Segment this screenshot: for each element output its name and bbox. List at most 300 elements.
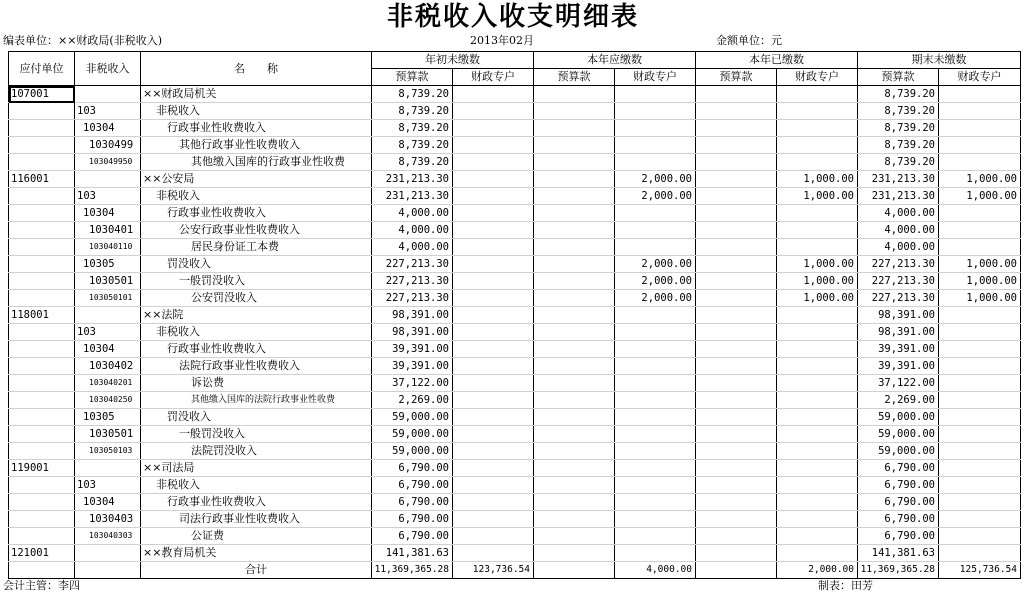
amount-cell[interactable] (939, 120, 1021, 137)
amount-cell[interactable] (534, 477, 615, 494)
amount-cell[interactable] (939, 375, 1021, 392)
item-name-cell[interactable]: ××公安局 (141, 171, 372, 188)
payer-code-cell[interactable] (9, 222, 75, 239)
amount-cell[interactable]: 59,000.00 (372, 443, 453, 460)
item-name-cell[interactable]: 公安罚没收入 (141, 290, 372, 307)
amount-cell[interactable] (696, 307, 777, 324)
amount-cell[interactable] (777, 307, 858, 324)
amount-cell[interactable] (939, 477, 1021, 494)
amount-cell[interactable] (615, 460, 696, 477)
amount-cell[interactable] (615, 494, 696, 511)
income-code-cell[interactable]: 1030402 (75, 358, 141, 375)
payer-code-cell[interactable] (9, 273, 75, 290)
amount-cell[interactable] (534, 222, 615, 239)
income-code-cell[interactable]: 103040303 (75, 528, 141, 545)
amount-cell[interactable] (777, 477, 858, 494)
amount-cell[interactable] (534, 375, 615, 392)
amount-cell[interactable] (453, 137, 534, 154)
payer-code-cell[interactable] (9, 392, 75, 409)
amount-cell[interactable]: 8,739.20 (858, 86, 939, 103)
amount-cell[interactable] (615, 307, 696, 324)
amount-cell[interactable]: 1,000.00 (939, 273, 1021, 290)
amount-cell[interactable] (453, 392, 534, 409)
income-code-cell[interactable]: 1030401 (75, 222, 141, 239)
amount-cell[interactable]: 1,000.00 (777, 256, 858, 273)
amount-cell[interactable]: 227,213.30 (858, 273, 939, 290)
amount-cell[interactable]: 39,391.00 (858, 341, 939, 358)
amount-cell[interactable] (696, 137, 777, 154)
amount-cell[interactable]: 98,391.00 (372, 307, 453, 324)
amount-cell[interactable] (534, 494, 615, 511)
amount-cell[interactable]: 2,000.00 (615, 273, 696, 290)
amount-cell[interactable]: 8,739.20 (858, 103, 939, 120)
income-code-cell[interactable]: 10305 (75, 409, 141, 426)
amount-cell[interactable] (777, 545, 858, 562)
amount-cell[interactable]: 4,000.00 (372, 205, 453, 222)
amount-cell[interactable]: 37,122.00 (372, 375, 453, 392)
total-label[interactable]: 合计 (141, 562, 372, 579)
income-code-cell[interactable]: 103 (75, 188, 141, 205)
amount-cell[interactable] (534, 290, 615, 307)
total-cell[interactable]: 4,000.00 (615, 562, 696, 579)
amount-cell[interactable] (939, 443, 1021, 460)
payer-code-cell[interactable] (9, 426, 75, 443)
amount-cell[interactable] (696, 341, 777, 358)
payer-code-cell[interactable] (9, 511, 75, 528)
item-name-cell[interactable]: 罚没收入 (141, 256, 372, 273)
payer-code-cell[interactable] (9, 341, 75, 358)
item-name-cell[interactable]: 其他缴入国库的法院行政事业性收费 (141, 392, 372, 409)
amount-cell[interactable] (615, 341, 696, 358)
amount-cell[interactable] (939, 494, 1021, 511)
amount-cell[interactable] (777, 324, 858, 341)
total-cell[interactable]: 2,000.00 (777, 562, 858, 579)
amount-cell[interactable]: 1,000.00 (939, 256, 1021, 273)
amount-cell[interactable]: 98,391.00 (858, 307, 939, 324)
amount-cell[interactable] (696, 511, 777, 528)
income-code-cell[interactable]: 10304 (75, 120, 141, 137)
amount-cell[interactable] (453, 290, 534, 307)
amount-cell[interactable] (453, 528, 534, 545)
item-name-cell[interactable]: 非税收入 (141, 324, 372, 341)
amount-cell[interactable] (696, 494, 777, 511)
income-code-cell[interactable] (75, 545, 141, 562)
amount-cell[interactable] (534, 171, 615, 188)
amount-cell[interactable]: 8,739.20 (858, 137, 939, 154)
amount-cell[interactable]: 2,000.00 (615, 188, 696, 205)
income-code-cell[interactable]: 10304 (75, 494, 141, 511)
total-cell[interactable] (534, 562, 615, 579)
amount-cell[interactable] (777, 222, 858, 239)
amount-cell[interactable] (696, 86, 777, 103)
amount-cell[interactable] (453, 341, 534, 358)
amount-cell[interactable]: 39,391.00 (372, 341, 453, 358)
amount-cell[interactable]: 6,790.00 (372, 528, 453, 545)
amount-cell[interactable] (696, 409, 777, 426)
amount-cell[interactable] (696, 528, 777, 545)
amount-cell[interactable]: 1,000.00 (939, 290, 1021, 307)
amount-cell[interactable] (696, 222, 777, 239)
amount-cell[interactable] (777, 341, 858, 358)
amount-cell[interactable] (615, 477, 696, 494)
amount-cell[interactable] (777, 528, 858, 545)
amount-cell[interactable] (615, 358, 696, 375)
amount-cell[interactable] (939, 545, 1021, 562)
amount-cell[interactable] (453, 545, 534, 562)
amount-cell[interactable]: 98,391.00 (372, 324, 453, 341)
income-code-cell[interactable]: 103050103 (75, 443, 141, 460)
item-name-cell[interactable]: 行政事业性收费收入 (141, 341, 372, 358)
item-name-cell[interactable]: 非税收入 (141, 188, 372, 205)
amount-cell[interactable]: 4,000.00 (372, 239, 453, 256)
amount-cell[interactable] (615, 528, 696, 545)
payer-code-cell[interactable] (9, 409, 75, 426)
amount-cell[interactable] (777, 103, 858, 120)
amount-cell[interactable]: 227,213.30 (372, 273, 453, 290)
amount-cell[interactable] (777, 460, 858, 477)
amount-cell[interactable] (453, 205, 534, 222)
payer-code-cell[interactable] (9, 120, 75, 137)
amount-cell[interactable]: 6,790.00 (858, 528, 939, 545)
income-code-cell[interactable]: 103 (75, 324, 141, 341)
income-code-cell[interactable]: 103040110 (75, 239, 141, 256)
amount-cell[interactable] (615, 120, 696, 137)
income-code-cell[interactable]: 10304 (75, 205, 141, 222)
amount-cell[interactable]: 141,381.63 (858, 545, 939, 562)
amount-cell[interactable] (615, 409, 696, 426)
amount-cell[interactable]: 2,269.00 (372, 392, 453, 409)
item-name-cell[interactable]: ××教育局机关 (141, 545, 372, 562)
amount-cell[interactable] (453, 239, 534, 256)
amount-cell[interactable] (696, 290, 777, 307)
amount-cell[interactable] (534, 511, 615, 528)
amount-cell[interactable] (453, 256, 534, 273)
amount-cell[interactable] (939, 528, 1021, 545)
payer-code-cell[interactable] (9, 528, 75, 545)
amount-cell[interactable] (534, 273, 615, 290)
amount-cell[interactable] (777, 239, 858, 256)
amount-cell[interactable] (696, 358, 777, 375)
amount-cell[interactable]: 2,269.00 (858, 392, 939, 409)
amount-cell[interactable]: 227,213.30 (858, 290, 939, 307)
amount-cell[interactable] (777, 358, 858, 375)
amount-cell[interactable] (939, 307, 1021, 324)
payer-code-cell[interactable] (9, 290, 75, 307)
amount-cell[interactable] (777, 205, 858, 222)
amount-cell[interactable] (696, 273, 777, 290)
amount-cell[interactable]: 231,213.30 (372, 188, 453, 205)
amount-cell[interactable] (453, 426, 534, 443)
amount-cell[interactable] (777, 511, 858, 528)
amount-cell[interactable] (696, 392, 777, 409)
amount-cell[interactable] (696, 171, 777, 188)
amount-cell[interactable]: 4,000.00 (858, 239, 939, 256)
amount-cell[interactable] (615, 392, 696, 409)
amount-cell[interactable] (615, 222, 696, 239)
amount-cell[interactable] (534, 358, 615, 375)
amount-cell[interactable] (615, 324, 696, 341)
amount-cell[interactable] (534, 443, 615, 460)
amount-cell[interactable] (615, 426, 696, 443)
amount-cell[interactable]: 8,739.20 (372, 137, 453, 154)
amount-cell[interactable]: 1,000.00 (777, 188, 858, 205)
amount-cell[interactable]: 39,391.00 (858, 358, 939, 375)
amount-cell[interactable] (696, 205, 777, 222)
item-name-cell[interactable]: 司法行政事业性收费收入 (141, 511, 372, 528)
income-code-cell[interactable] (75, 460, 141, 477)
amount-cell[interactable]: 1,000.00 (939, 171, 1021, 188)
payer-code-cell[interactable] (9, 443, 75, 460)
amount-cell[interactable] (939, 460, 1021, 477)
amount-cell[interactable] (777, 375, 858, 392)
amount-cell[interactable]: 4,000.00 (858, 205, 939, 222)
amount-cell[interactable]: 1,000.00 (777, 273, 858, 290)
amount-cell[interactable]: 8,739.20 (372, 103, 453, 120)
amount-cell[interactable] (696, 426, 777, 443)
amount-cell[interactable] (696, 477, 777, 494)
income-code-cell[interactable]: 10304 (75, 341, 141, 358)
amount-cell[interactable] (696, 120, 777, 137)
income-code-cell[interactable] (75, 307, 141, 324)
amount-cell[interactable] (615, 205, 696, 222)
amount-cell[interactable]: 8,739.20 (372, 86, 453, 103)
item-name-cell[interactable]: ××司法局 (141, 460, 372, 477)
amount-cell[interactable]: 6,790.00 (858, 460, 939, 477)
income-code-cell[interactable]: 103040201 (75, 375, 141, 392)
item-name-cell[interactable]: ××法院 (141, 307, 372, 324)
amount-cell[interactable]: 4,000.00 (858, 222, 939, 239)
amount-cell[interactable]: 59,000.00 (858, 443, 939, 460)
total-cell[interactable]: 11,369,365.28 (372, 562, 453, 579)
income-code-cell[interactable]: 103049950 (75, 154, 141, 171)
amount-cell[interactable] (453, 103, 534, 120)
income-code-cell[interactable]: 103050101 (75, 290, 141, 307)
amount-cell[interactable]: 39,391.00 (372, 358, 453, 375)
amount-cell[interactable]: 231,213.30 (858, 188, 939, 205)
amount-cell[interactable]: 6,790.00 (858, 494, 939, 511)
amount-cell[interactable]: 8,739.20 (858, 154, 939, 171)
amount-cell[interactable] (615, 137, 696, 154)
amount-cell[interactable]: 59,000.00 (372, 426, 453, 443)
amount-cell[interactable] (453, 409, 534, 426)
amount-cell[interactable] (534, 154, 615, 171)
amount-cell[interactable] (453, 494, 534, 511)
payer-code-cell[interactable] (9, 358, 75, 375)
payer-code-cell[interactable]: 119001 (9, 460, 75, 477)
amount-cell[interactable]: 1,000.00 (939, 188, 1021, 205)
item-name-cell[interactable]: ××财政局机关 (141, 86, 372, 103)
payer-code-cell[interactable] (9, 137, 75, 154)
income-code-cell[interactable]: 1030403 (75, 511, 141, 528)
amount-cell[interactable]: 231,213.30 (372, 171, 453, 188)
amount-cell[interactable]: 227,213.30 (372, 256, 453, 273)
payer-code-cell[interactable]: 116001 (9, 171, 75, 188)
item-name-cell[interactable]: 其他缴入国库的行政事业性收费 (141, 154, 372, 171)
item-name-cell[interactable]: 非税收入 (141, 477, 372, 494)
item-name-cell[interactable]: 行政事业性收费收入 (141, 120, 372, 137)
amount-cell[interactable] (453, 460, 534, 477)
amount-cell[interactable] (534, 426, 615, 443)
amount-cell[interactable]: 6,790.00 (372, 460, 453, 477)
amount-cell[interactable] (615, 511, 696, 528)
amount-cell[interactable]: 59,000.00 (372, 409, 453, 426)
amount-cell[interactable]: 231,213.30 (858, 171, 939, 188)
income-code-cell[interactable]: 103 (75, 103, 141, 120)
amount-cell[interactable] (615, 545, 696, 562)
item-name-cell[interactable]: 法院行政事业性收费收入 (141, 358, 372, 375)
amount-cell[interactable]: 8,739.20 (372, 154, 453, 171)
amount-cell[interactable] (696, 154, 777, 171)
amount-cell[interactable] (453, 443, 534, 460)
amount-cell[interactable] (453, 171, 534, 188)
amount-cell[interactable] (777, 392, 858, 409)
payer-code-cell[interactable] (9, 494, 75, 511)
amount-cell[interactable] (453, 307, 534, 324)
amount-cell[interactable] (696, 103, 777, 120)
amount-cell[interactable] (939, 426, 1021, 443)
item-name-cell[interactable]: 法院罚没收入 (141, 443, 372, 460)
amount-cell[interactable] (534, 205, 615, 222)
amount-cell[interactable] (615, 154, 696, 171)
amount-cell[interactable]: 37,122.00 (858, 375, 939, 392)
amount-cell[interactable] (615, 375, 696, 392)
income-code-cell[interactable] (75, 86, 141, 103)
amount-cell[interactable] (534, 324, 615, 341)
amount-cell[interactable]: 59,000.00 (858, 426, 939, 443)
amount-cell[interactable] (453, 120, 534, 137)
amount-cell[interactable] (534, 409, 615, 426)
amount-cell[interactable] (939, 86, 1021, 103)
amount-cell[interactable] (777, 120, 858, 137)
amount-cell[interactable] (696, 239, 777, 256)
amount-cell[interactable]: 6,790.00 (372, 494, 453, 511)
amount-cell[interactable] (939, 103, 1021, 120)
amount-cell[interactable]: 4,000.00 (372, 222, 453, 239)
total-cell[interactable] (9, 562, 75, 579)
item-name-cell[interactable]: 居民身份证工本费 (141, 239, 372, 256)
item-name-cell[interactable]: 公安行政事业性收费收入 (141, 222, 372, 239)
payer-code-cell[interactable] (9, 375, 75, 392)
amount-cell[interactable] (939, 341, 1021, 358)
item-name-cell[interactable]: 诉讼费 (141, 375, 372, 392)
item-name-cell[interactable]: 公证费 (141, 528, 372, 545)
total-cell[interactable]: 125,736.54 (939, 562, 1021, 579)
amount-cell[interactable] (453, 375, 534, 392)
amount-cell[interactable] (534, 528, 615, 545)
amount-cell[interactable] (534, 239, 615, 256)
total-cell[interactable] (75, 562, 141, 579)
amount-cell[interactable] (939, 154, 1021, 171)
payer-code-cell[interactable] (9, 477, 75, 494)
amount-cell[interactable] (534, 307, 615, 324)
amount-cell[interactable] (696, 324, 777, 341)
amount-cell[interactable] (777, 409, 858, 426)
amount-cell[interactable] (453, 86, 534, 103)
amount-cell[interactable] (939, 324, 1021, 341)
amount-cell[interactable] (939, 205, 1021, 222)
payer-code-cell[interactable]: 121001 (9, 545, 75, 562)
amount-cell[interactable] (777, 443, 858, 460)
amount-cell[interactable] (453, 358, 534, 375)
amount-cell[interactable]: 141,381.63 (372, 545, 453, 562)
amount-cell[interactable]: 6,790.00 (372, 477, 453, 494)
amount-cell[interactable] (534, 86, 615, 103)
amount-cell[interactable] (696, 545, 777, 562)
amount-cell[interactable]: 1,000.00 (777, 290, 858, 307)
item-name-cell[interactable]: 行政事业性收费收入 (141, 494, 372, 511)
amount-cell[interactable] (534, 256, 615, 273)
payer-code-cell[interactable] (9, 256, 75, 273)
total-cell[interactable] (696, 562, 777, 579)
amount-cell[interactable]: 2,000.00 (615, 290, 696, 307)
amount-cell[interactable] (696, 188, 777, 205)
income-code-cell[interactable]: 103 (75, 477, 141, 494)
amount-cell[interactable] (453, 511, 534, 528)
amount-cell[interactable] (939, 358, 1021, 375)
amount-cell[interactable]: 6,790.00 (372, 511, 453, 528)
amount-cell[interactable] (939, 222, 1021, 239)
amount-cell[interactable] (534, 120, 615, 137)
income-code-cell[interactable]: 1030501 (75, 273, 141, 290)
total-cell[interactable]: 11,369,365.28 (858, 562, 939, 579)
income-code-cell[interactable] (75, 171, 141, 188)
amount-cell[interactable] (615, 443, 696, 460)
amount-cell[interactable] (777, 154, 858, 171)
amount-cell[interactable] (777, 426, 858, 443)
amount-cell[interactable] (696, 375, 777, 392)
amount-cell[interactable]: 6,790.00 (858, 511, 939, 528)
amount-cell[interactable] (534, 103, 615, 120)
amount-cell[interactable] (534, 341, 615, 358)
item-name-cell[interactable]: 行政事业性收费收入 (141, 205, 372, 222)
amount-cell[interactable] (453, 273, 534, 290)
amount-cell[interactable]: 2,000.00 (615, 256, 696, 273)
amount-cell[interactable] (696, 443, 777, 460)
total-cell[interactable]: 123,736.54 (453, 562, 534, 579)
amount-cell[interactable] (696, 256, 777, 273)
income-code-cell[interactable]: 1030501 (75, 426, 141, 443)
amount-cell[interactable] (939, 137, 1021, 154)
amount-cell[interactable] (534, 188, 615, 205)
amount-cell[interactable] (939, 239, 1021, 256)
amount-cell[interactable] (453, 324, 534, 341)
payer-code-cell[interactable] (9, 324, 75, 341)
amount-cell[interactable]: 8,739.20 (858, 120, 939, 137)
amount-cell[interactable] (534, 392, 615, 409)
item-name-cell[interactable]: 一般罚没收入 (141, 273, 372, 290)
amount-cell[interactable] (615, 103, 696, 120)
income-code-cell[interactable]: 10305 (75, 256, 141, 273)
payer-code-cell[interactable] (9, 239, 75, 256)
amount-cell[interactable] (777, 86, 858, 103)
item-name-cell[interactable]: 非税收入 (141, 103, 372, 120)
amount-cell[interactable] (534, 137, 615, 154)
amount-cell[interactable] (453, 222, 534, 239)
amount-cell[interactable]: 227,213.30 (858, 256, 939, 273)
item-name-cell[interactable]: 罚没收入 (141, 409, 372, 426)
amount-cell[interactable] (615, 86, 696, 103)
amount-cell[interactable] (453, 154, 534, 171)
amount-cell[interactable] (615, 239, 696, 256)
payer-code-cell[interactable] (9, 188, 75, 205)
income-code-cell[interactable]: 103040250 (75, 392, 141, 409)
payer-code-cell[interactable] (9, 103, 75, 120)
payer-code-cell[interactable] (9, 154, 75, 171)
payer-code-cell[interactable]: 107001 (9, 86, 75, 103)
amount-cell[interactable] (696, 460, 777, 477)
amount-cell[interactable]: 1,000.00 (777, 171, 858, 188)
amount-cell[interactable] (534, 545, 615, 562)
